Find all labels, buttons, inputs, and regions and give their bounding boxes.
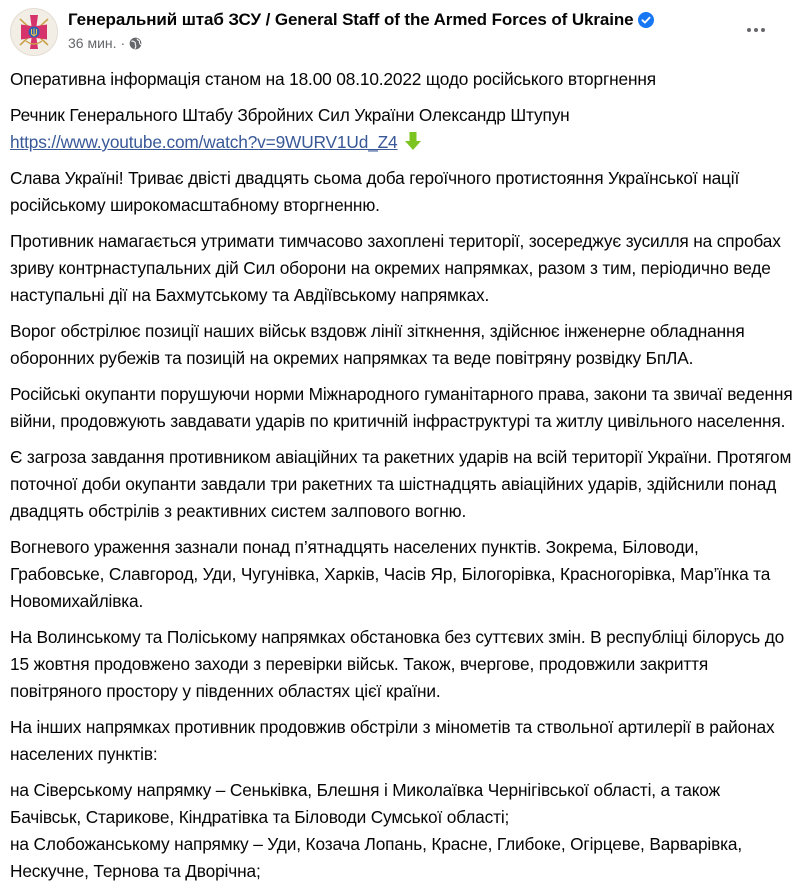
paragraph: Є загроза завдання противником авіаційних та ракетних ударів на всій території України. Протягом поточної доби окупанти завдали три ракетних та шістнадцять авіаційних ударів, здійснили понад двадцять обстрілів з реактивних систем залпового вогню. (10, 447, 792, 521)
armed-forces-emblem-icon (11, 9, 57, 55)
youtube-link[interactable]: https://www.youtube.com/watch?v=9WURV1Ud_Z4 (10, 132, 398, 152)
speaker-line: Речник Генерального Штабу Збройних Сил України Олександр Штупун (10, 105, 570, 125)
paragraph: Ворог обстрілює позиції наших військ вздовж лінії зіткнення, здійснює інженерне обладнання оборонних рубежів та позицій на окремих напрямках та веде повітряну розвідку БпЛА. (10, 321, 745, 368)
paragraph: На Волинському та Поліському напрямках обстановка без суттєвих змін. В республіці білорусь до 15 жовтня продовжено заходи з перевірки військ. Також, вчергове, продовжили закриття повітряного простору у південних областях цієї країни. (10, 627, 785, 701)
author-name[interactable] (68, 10, 654, 30)
post-content (10, 66, 795, 894)
avatar[interactable] (10, 8, 58, 56)
post-header (0, 0, 800, 60)
paragraph: Вогневого ураження зазнали понад п’ятнадцять населених пунктів. Зокрема, Біловоди, Грабовське, Славгород, Уди, Чугунівка, Харків, Часів Яр, Білогорівка, Красногорівка, Мар’їнка та Новомихайлівка. (10, 537, 771, 611)
more-dot-icon (761, 28, 765, 32)
meta-separator: · (120, 35, 126, 51)
speaker-block (10, 102, 795, 156)
more-dot-icon (754, 28, 758, 32)
post-timestamp[interactable]: 36 мин. (68, 35, 117, 51)
author-name-text[interactable]: Генеральний штаб ЗСУ / General Staff of the Armed Forces of Ukraine (68, 10, 634, 29)
down-arrow-icon (404, 131, 422, 151)
post-meta (68, 35, 142, 51)
paragraph: на Сіверському напрямку – Сеньківка, Блешня і Миколаївка Чернігівської області, а також Бачівськ, Старикове, Кіндратівка та Біловоди Сумської області; (10, 780, 720, 827)
globe-icon[interactable] (129, 37, 142, 50)
paragraph: На інших напрямках противник продовжив обстріли з мінометів та ствольної артилерії в районах населених пунктів: (10, 717, 775, 764)
more-dot-icon (747, 28, 751, 32)
paragraph: Противник намагається утримати тимчасово захоплені території, зосереджує зусилля на спробах зриву контрнаступальних дій Сил оборони на окремих напрямках, разом з тим, періодично веде наступальні дії на Бахмутському та Авдіївському напрямках. (10, 231, 781, 305)
verified-badge-icon (638, 12, 654, 28)
paragraph: Російські окупанти порушуючи норми Міжнародного гуманітарного права, закони та звичаї ведення війни, продовжують завдавати ударів по критичній інфраструктурі та житлу цивільного населення. (10, 384, 793, 431)
post-title: Оперативна інформація станом на 18.00 08.10.2022 щодо російського вторгнення (10, 69, 656, 89)
paragraph: Слава Україні! Триває двісті двадцять сьома доба героїчного протистояння Української нації російському широкомасштабному вторгненню. (10, 168, 740, 215)
paragraph: на Слобожанському напрямку – Уди, Козача Лопань, Красне, Глибоке, Огірцеве, Варварівка, Нескучне, Тернова та Дворічна; (10, 834, 743, 881)
more-options-button[interactable] (740, 16, 772, 44)
